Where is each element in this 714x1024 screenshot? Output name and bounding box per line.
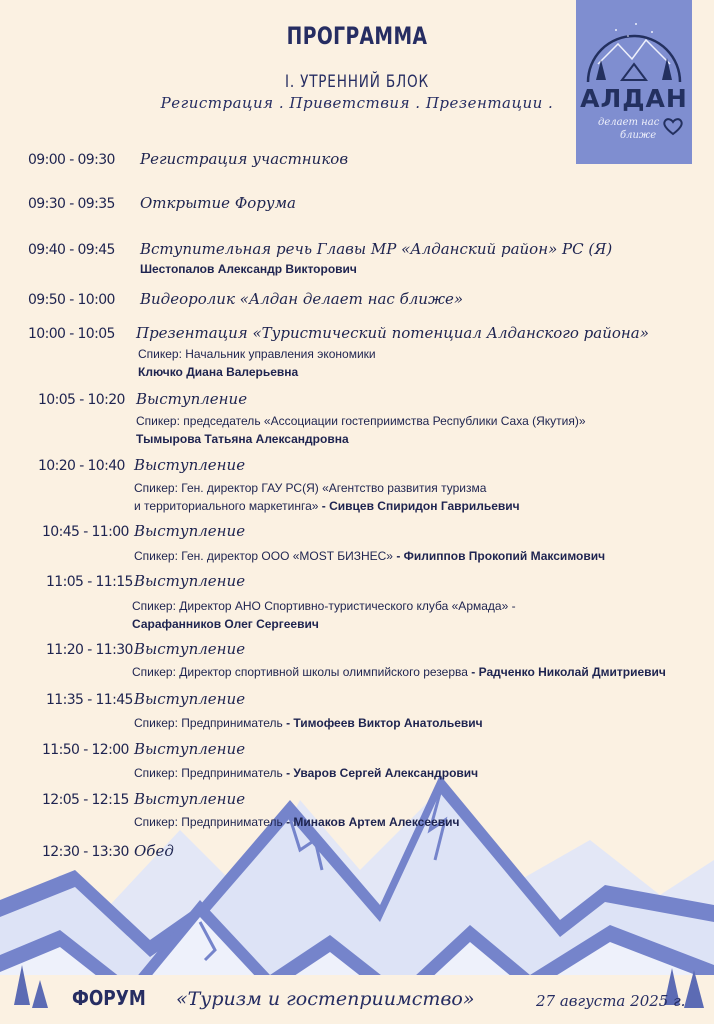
time-slot: 10:45 - 11:00 [42,524,129,540]
time-slot: 09:50 - 10:00 [28,292,115,308]
event-title: Выступление [134,522,246,540]
time-slot: 11:20 - 11:30 [46,642,133,658]
time-slot: 10:20 - 10:40 [38,458,125,474]
event-title: Выступление [136,390,248,408]
speaker-role: Спикер: Предприниматель [134,716,283,730]
event-title: Открытие Форума [140,194,296,212]
speaker-name: Ключко Диана Валерьевна [138,365,299,379]
speaker-line [134,766,478,780]
speaker-name: - Сивцев Спиридон Гаврильевич [321,499,520,513]
time-slot: 10:00 - 10:05 [28,326,115,342]
speaker-name: Сарафанников Олег Сергеевич [132,617,319,631]
page-title: ПРОГРАММА [286,22,428,50]
speaker-line [134,549,605,563]
speaker-name: - Минаков Артем Алексеевич [286,815,460,829]
speaker-name: - Тимофеев Виктор Анатольевич [286,716,483,730]
speaker-line [132,665,666,679]
footer-forum-label: ФОРУМ [72,986,146,1010]
speaker-role-line2 [134,499,520,513]
time-slot: 12:05 - 12:15 [42,792,129,808]
time-slot: 11:05 - 11:15 [46,574,133,590]
time-slot: 10:05 - 10:20 [38,392,125,408]
time-slot: 11:50 - 12:00 [42,742,129,758]
logo-tagline: ближе [620,130,657,141]
speaker-role: Спикер: Директор спортивной школы олимпийского резерва [132,665,468,679]
speaker-line [134,716,483,730]
event-title: Презентация «Туристический потенциал Алданского района» [136,324,649,342]
block-subtitle: Регистрация . Приветствия . Презентации . [160,94,554,112]
speaker-role: Спикер: Директор АНО Спортивно-туристического клуба «Армада» - [132,599,516,613]
time-slot: 09:40 - 09:45 [28,242,115,258]
event-title: Регистрация участников [140,150,349,168]
event-title: Выступление [134,790,246,808]
speaker-role: Спикер: Предприниматель [134,815,283,829]
speaker-role-text: и территориального маркетинга» [134,499,319,513]
event-title: Выступление [134,640,246,658]
time-slot: 11:35 - 11:45 [46,692,133,708]
time-slot: 09:00 - 09:30 [28,152,115,168]
event-title: Выступление [134,690,246,708]
heart-icon [662,116,684,136]
speaker-role: Спикер: Ген. директор ООО «MOST БИЗНЕС» [134,549,393,563]
event-title: Вступительная речь Главы МР «Алданский район» РС (Я) [140,240,613,258]
logo-word: АЛДАН [580,84,688,113]
event-title: Видеоролик «Алдан делает нас ближе» [140,290,464,308]
logo-tagline: делает нас [598,117,660,128]
block-title: I. УТРЕННИЙ БЛОК [285,72,429,92]
speaker-role: Спикер: Ген. директор ГАУ РС(Я) «Агентство развития туризма [134,481,487,495]
event-title: Выступление [134,572,246,590]
speaker-name: Шестопалов Александр Викторович [140,262,357,276]
speaker-name: - Уваров Сергей Александрович [286,766,479,780]
speaker-role: Спикер: председатель «Ассоциации гостеприимства Республики Саха (Якутия)» [136,414,586,428]
speaker-role: Спикер: Предприниматель [134,766,283,780]
speaker-name: - Филиппов Прокопий Максимович [396,549,606,563]
footer-forum-title: «Туризм и гостеприимство» [176,988,475,1010]
speaker-role: Спикер: Начальник управления экономики [138,347,376,361]
event-title: Выступление [134,740,246,758]
speaker-line [134,815,459,829]
speaker-name: Тымырова Татьяна Александровна [136,432,349,446]
time-slot: 12:30 - 13:30 [42,844,129,860]
speaker-name: - Радченко Николай Дмитриевич [471,665,666,679]
footer-date: 27 августа 2025 г. [536,992,686,1010]
event-title: Обед [134,842,174,860]
time-slot: 09:30 - 09:35 [28,196,115,212]
event-title: Выступление [134,456,246,474]
